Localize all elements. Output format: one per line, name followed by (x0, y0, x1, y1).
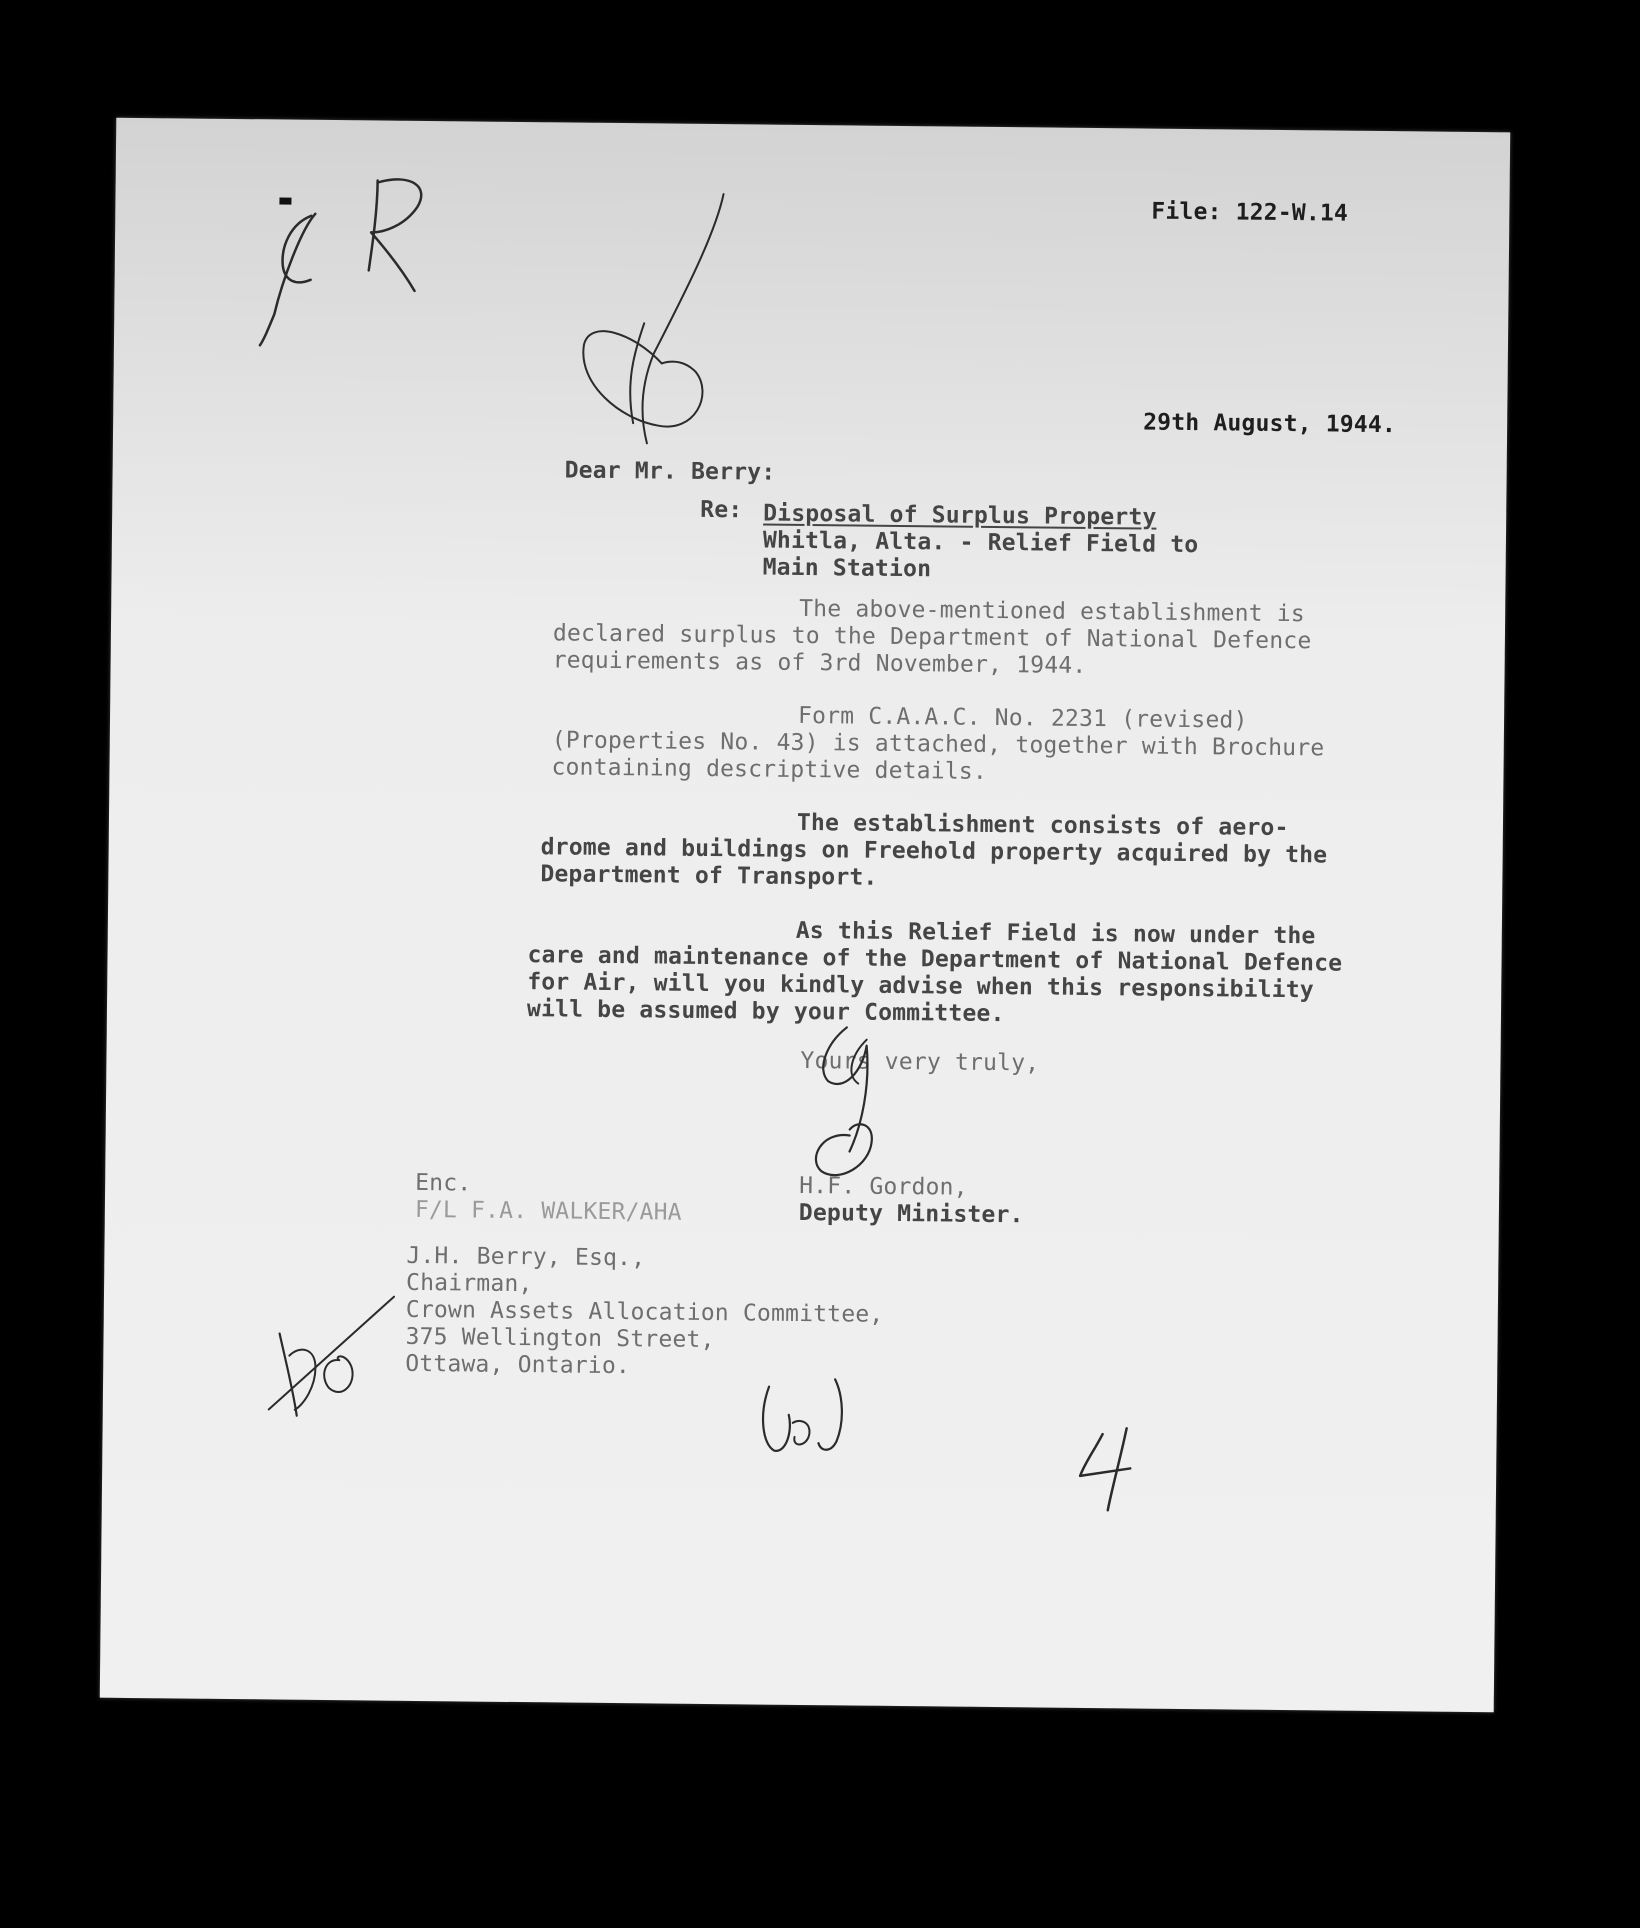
paragraph-4-line-2: care and maintenance of the Department of National Defence (527, 942, 1343, 977)
paragraph-1-line-1: The above-mentioned establishment is (799, 595, 1306, 628)
subject-line-3: Main Station (762, 554, 932, 583)
salutation: Dear Mr. Berry: (564, 457, 776, 486)
paragraph-4-line-1: As this Relief Field is now under the (795, 917, 1316, 950)
subject-line-2: Whitla, Alta. - Relief Field to (762, 527, 1199, 559)
paragraph-3-line-1: The establishment consists of aero- (796, 809, 1289, 842)
paragraph-1-line-3: requirements as of 3rd November, 1944. (552, 647, 1087, 679)
letter-date: 29th August, 1944. (1143, 409, 1397, 439)
paragraph-3-line-2: drome and buildings on Freehold property acquired by the (540, 834, 1328, 869)
signer-name: H.F. Gordon, (799, 1172, 968, 1201)
paragraph-2-line-1: Form C.A.A.C. No. 2231 (revised) (797, 702, 1248, 734)
letter-page (100, 118, 1510, 1713)
paragraph-4-line-3: for Air, will you kindly advise when this responsibility (527, 969, 1315, 1004)
closing: Yours very truly, (800, 1047, 1040, 1077)
enclosure-note: Enc. (415, 1169, 472, 1197)
typist-reference: F/L F.A. WALKER/AHA (414, 1196, 682, 1226)
address-line-5: Ottawa, Ontario. (405, 1350, 631, 1380)
address-line-1: J.H. Berry, Esq., (406, 1242, 646, 1272)
handwritten-page-number (100, 118, 1510, 1713)
subject-line-1: Disposal of Surplus Property (763, 500, 1157, 531)
file-reference: File: 122-W.14 (1151, 198, 1349, 227)
address-line-3: Crown Assets Allocation Committee, (405, 1296, 884, 1328)
re-label: Re: (700, 496, 743, 524)
address-line-4: 375 Wellington Street, (405, 1323, 715, 1354)
paragraph-1-line-2: declared surplus to the Department of National Defence (552, 620, 1312, 655)
paragraph-2-line-2: (Properties No. 43) is attached, together with Brochure (551, 727, 1325, 762)
paragraph-2-line-3: containing descriptive details. (551, 754, 988, 785)
paragraph-4-line-4: will be assumed by your Committee. (526, 996, 1005, 1028)
paragraph-3-line-3: Department of Transport. (540, 861, 878, 891)
address-line-2: Chairman, (405, 1269, 533, 1298)
signer-title: Deputy Minister. (798, 1199, 1024, 1229)
